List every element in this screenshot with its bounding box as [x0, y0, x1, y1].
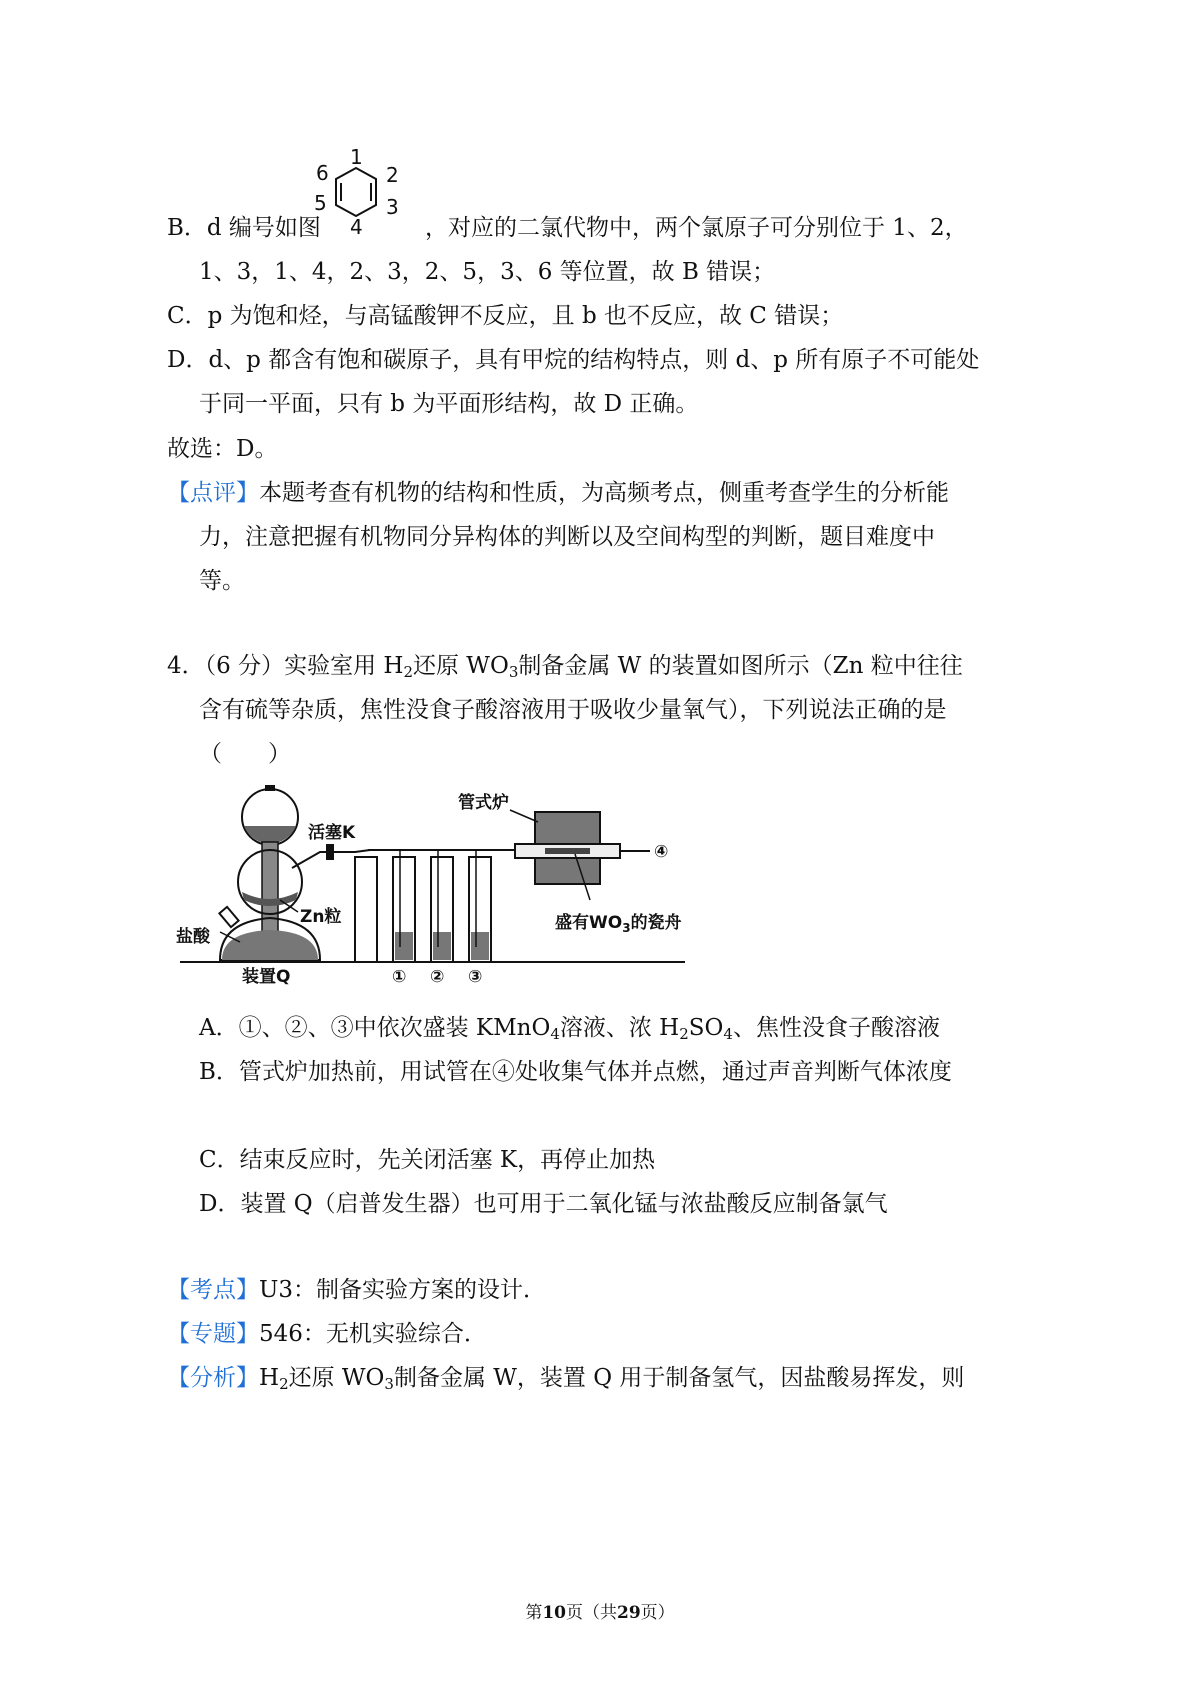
line-d1: D．d、p 都含有饱和碳原子，具有甲烷的结构特点，则 d、p 所有原子不可能处 [167, 347, 980, 373]
hex-label-1: 1 [350, 145, 363, 169]
review-tag: 【点评】 [167, 480, 259, 506]
benzene-numbering-diagram [312, 145, 422, 240]
line-c: C．p 为饱和烃，与高锰酸钾不反应，且 b 也不反应，故 C 错误； [167, 303, 844, 329]
wash-tube-0 [355, 857, 377, 962]
hex-label-4: 4 [350, 215, 363, 239]
label-acid: 盐酸 [176, 927, 210, 947]
line-b1: B．d 编号如图 [167, 215, 321, 241]
kipp-bottom-liquid [222, 930, 318, 960]
hex-label-5: 5 [314, 191, 327, 215]
porcelain-boat [545, 848, 590, 854]
option-d: D．装置 Q（启普发生器）也可用于二氧化锰与浓盐酸反应制备氯气 [199, 1191, 888, 1217]
kipp-side-outlet [219, 907, 238, 927]
label-circle-2: ② [430, 967, 445, 987]
label-furnace: 管式炉 [458, 793, 509, 813]
line-b1-tail: ，对应的二氯代物中，两个氯原子可分别位于 1、2， [425, 215, 968, 241]
page-footer: 第10页（共29页） [525, 1603, 675, 1623]
stopcock-k [326, 844, 334, 860]
hex-label-3: 3 [386, 195, 399, 219]
hex-label-2: 2 [386, 163, 399, 187]
line-answer: 故选：D。 [167, 436, 278, 462]
wash-liquid-1 [395, 932, 413, 960]
question-line-1: 4．（6 分）实验室用 $H_2$还原 $WO_3$制备金属 W 的装置如图所示（Zn 粒中往往 [167, 653, 963, 681]
label-circle-4: ④ [654, 842, 669, 862]
topic-tag: 【专题】 [167, 1321, 259, 1347]
option-b: B．管式炉加热前，用试管在④处收集气体并点燃，通过声音判断气体浓度 [199, 1059, 952, 1085]
pointer-furnace [510, 810, 538, 822]
hex-label-6: 6 [316, 161, 329, 185]
line-review3: 等。 [199, 568, 245, 594]
label-device: 装置Q [242, 967, 291, 987]
wash-liquid-2 [433, 932, 451, 960]
label-circle-1: ① [392, 967, 407, 987]
fenxi-tag: 【分析】 [167, 1365, 259, 1391]
kipp-top-liquid [244, 826, 296, 844]
analysis-fenxi: 【分析】$H_2$还原 $WO_3$制备金属 W，装置 Q 用于制备氢气，因盐酸易挥发，则 [167, 1365, 965, 1393]
line-b2: 1、3，1、4，2、3，2、5，3、6 等位置，故 B 错误； [199, 259, 776, 285]
kipp-top-stopper [265, 785, 275, 791]
label-zn: Zn粒 [300, 907, 342, 927]
kipp-funnel-stem [262, 842, 278, 942]
label-boat: 盛有$WO_3$的瓷舟 [555, 913, 682, 935]
line-review1: 【点评】本题考查有机物的结构和性质，为高频考点，侧重考查学生的分析能 [167, 480, 949, 506]
label-stopcock: 活塞K [308, 823, 356, 843]
analysis-topic: 【专题】546：无机实验综合． [167, 1321, 487, 1347]
label-circle-3: ③ [468, 967, 483, 987]
line-review2: 力，注意把握有机物同分异构体的判断以及空间构型的判断，题目难度中 [199, 524, 935, 550]
line-d2: 于同一平面，只有 b 为平面形结构，故 D 正确。 [199, 391, 699, 417]
option-c: C．结束反应时，先关闭活塞 K，再停止加热 [199, 1147, 656, 1173]
wash-liquid-3 [471, 932, 489, 960]
option-a: A．①、②、③中依次盛装 KMnO$_4$溶液、浓 $H_2SO_4$、焦性没食子酸溶液 [199, 1015, 940, 1043]
question-line-3: （ ） [199, 741, 291, 767]
kaodian-tag: 【考点】 [167, 1277, 259, 1303]
question-line-2: 含有硫等杂质，焦性没食子酸溶液用于吸收少量氧气），下列说法正确的是 [199, 697, 947, 723]
analysis-kaodian: 【考点】U3：制备实验方案的设计． [167, 1277, 547, 1303]
